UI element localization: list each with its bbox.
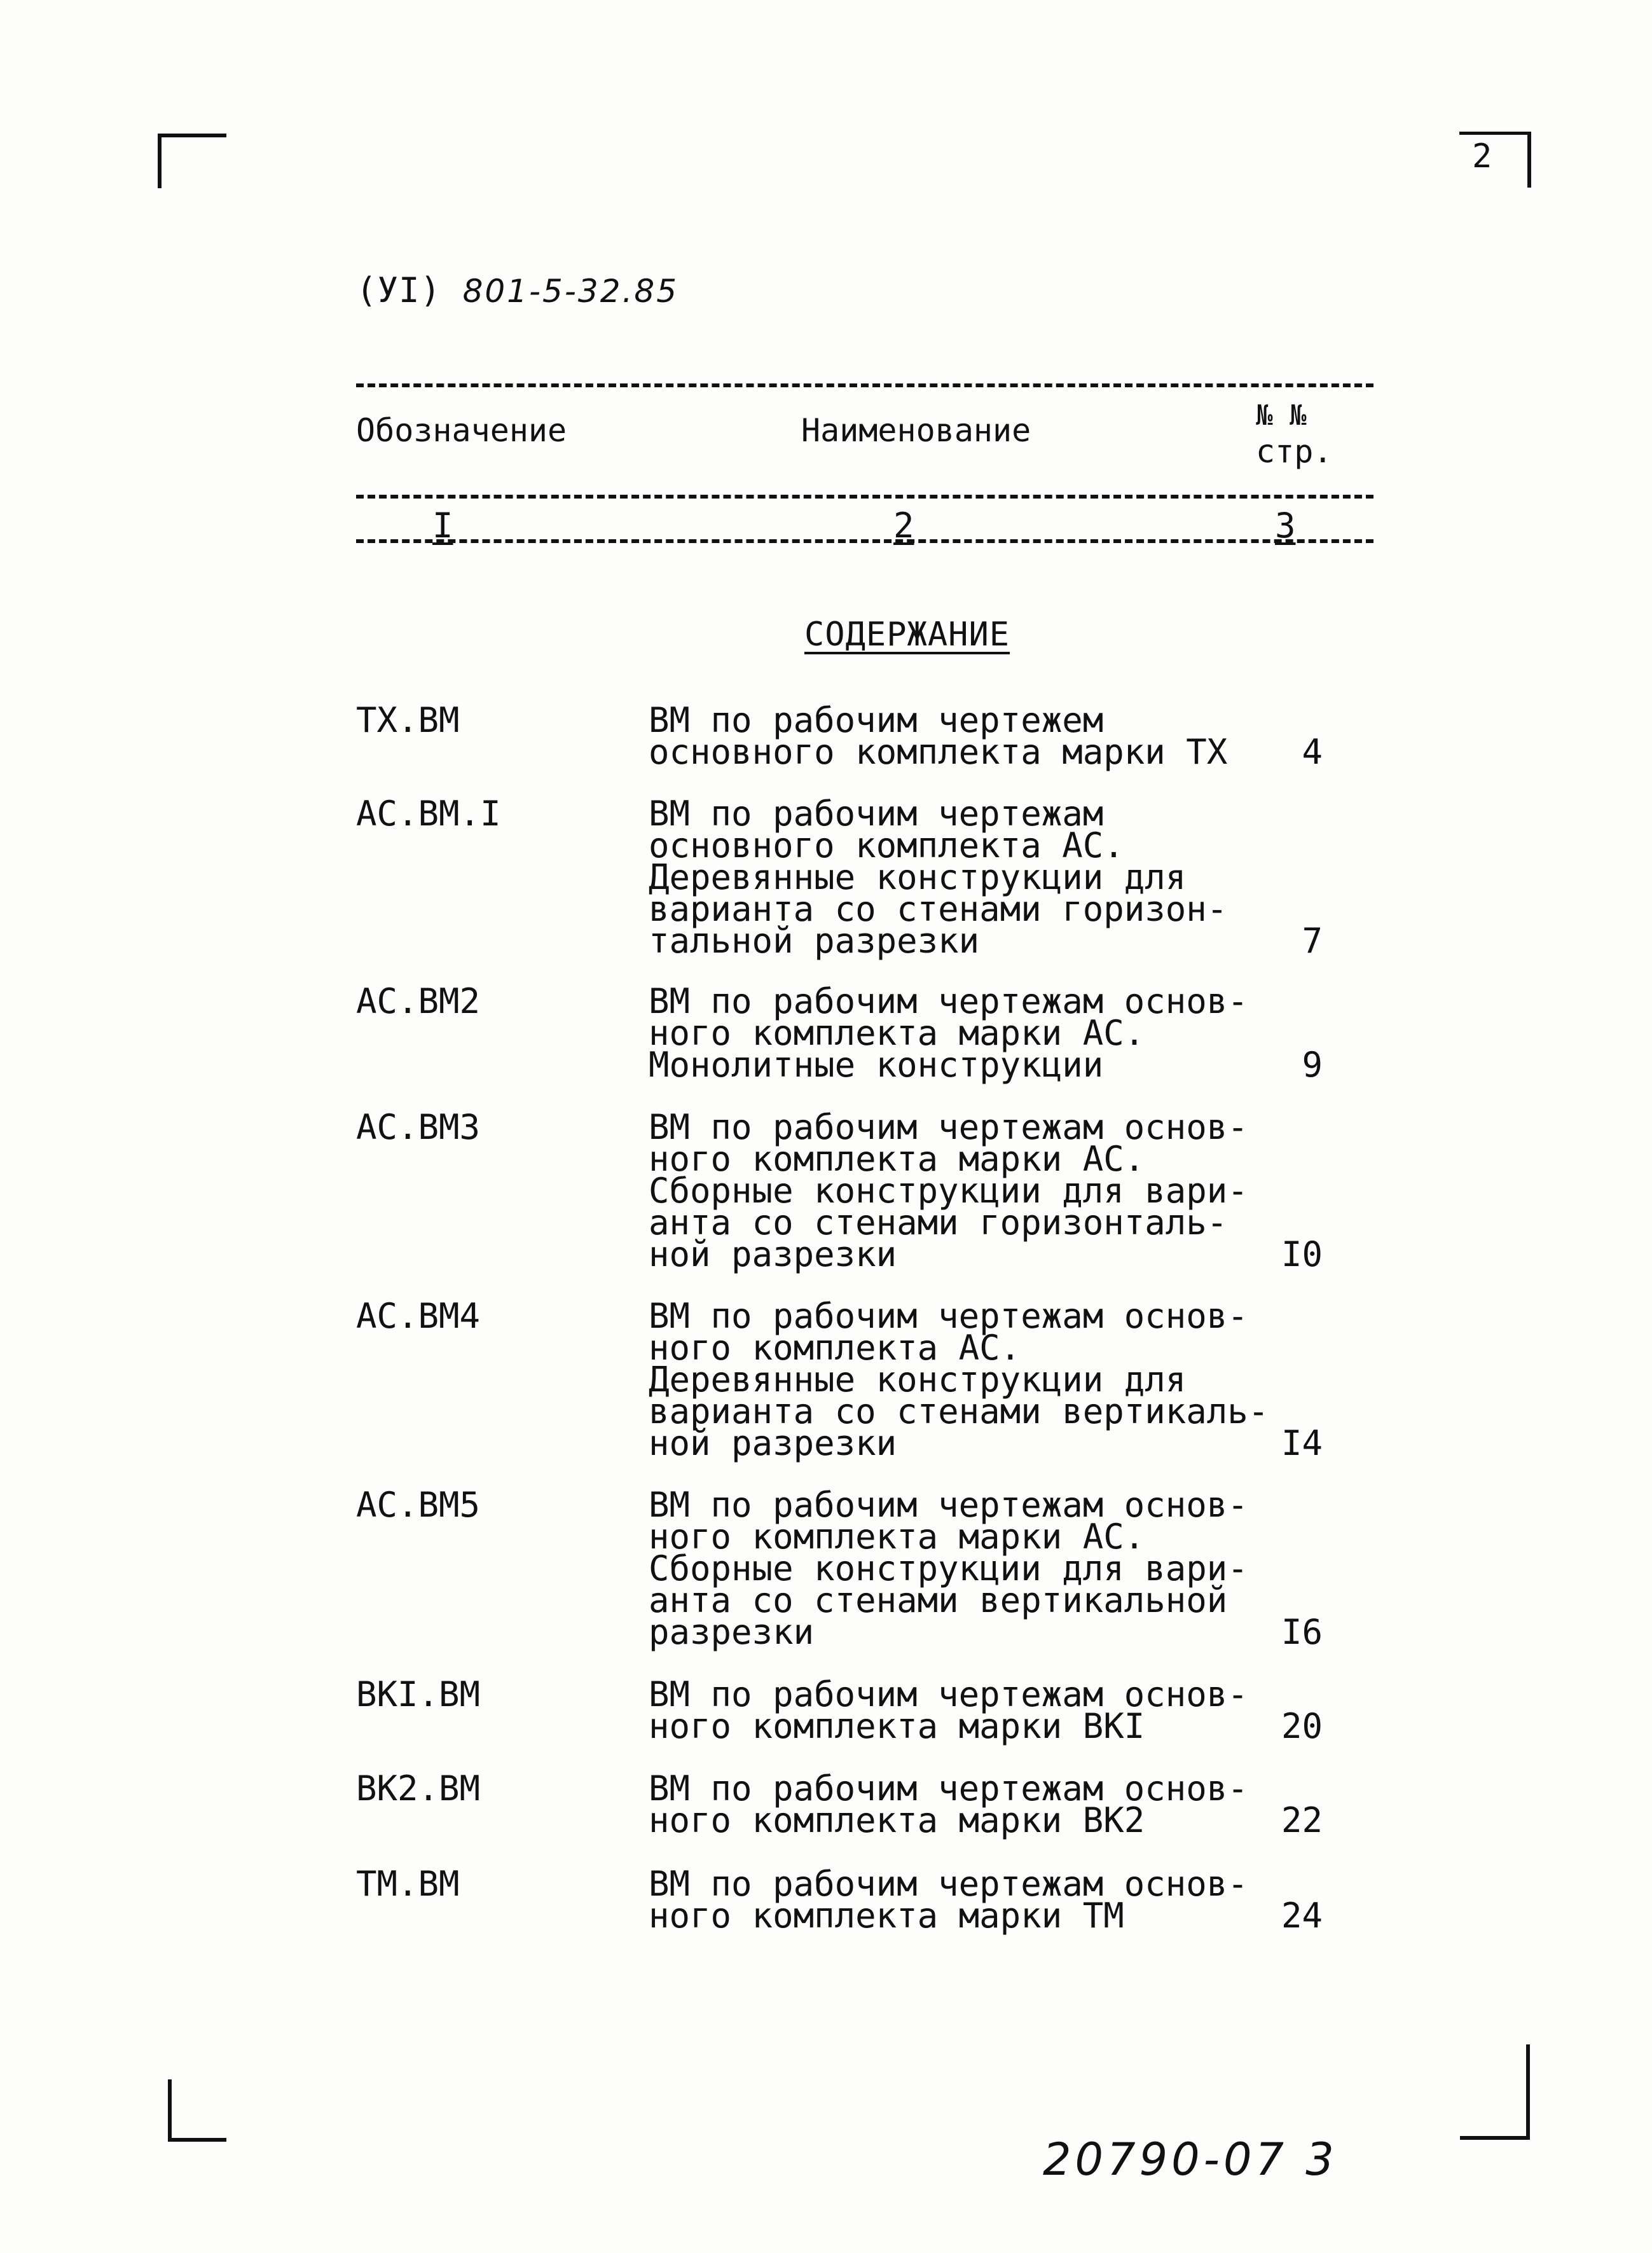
entry-code: АС.ВМ2 [356, 981, 481, 1021]
page-box-top-line [1459, 132, 1531, 135]
entry-code: ВК2.ВМ [356, 1768, 481, 1809]
header-dashed-line-middle [356, 495, 1373, 499]
entry-description: ВМ по рабочим чертежам основ- ного комплекта АС. Деревянные конструкции для варианта со стенами вертикаль- ной разрезки [649, 1296, 1269, 1463]
entry-code: АС.ВМ4 [356, 1296, 481, 1336]
entry-code: ТХ.ВМ [356, 700, 460, 740]
entry-description: ВМ по рабочим чертежам основ- ного комплекта марки ВКI [649, 1674, 1248, 1746]
corner-mark-bottom-right-vertical [1526, 2044, 1530, 2140]
column-number-3: 3 [1275, 506, 1296, 546]
entry-description: ВМ по рабочим чертежем основного комплекта марки ТХ [649, 700, 1228, 772]
footer-archive-number: 20790-07 3 [1043, 2133, 1338, 2186]
header-col-designation: Обозначение [356, 412, 567, 449]
entry-description: ВМ по рабочим чертежам основ- ного комплекта марки ВК2 [649, 1768, 1248, 1840]
entry-code: ТМ.ВМ [356, 1864, 460, 1904]
entry-description: ВМ по рабочим чертежам основного комплекта АС. Деревянные конструкции для варианта со стенами горизон- тальной разрезки [649, 794, 1228, 961]
entry-page: 7 [1302, 921, 1323, 961]
entry-description: ВМ по рабочим чертежам основ- ного комплекта марки АС. Монолитные конструкции [649, 981, 1248, 1085]
entry-code: ВКI.ВМ [356, 1674, 481, 1714]
corner-mark-bottom-left [168, 2138, 226, 2142]
entry-code: АС.ВМ.I [356, 794, 501, 834]
entry-page: 24 [1281, 1896, 1323, 1936]
entry-page: 20 [1281, 1706, 1323, 1746]
column-number-2: 2 [893, 506, 914, 546]
entry-code: АС.ВМ3 [356, 1107, 481, 1147]
entry-page: 22 [1281, 1800, 1323, 1840]
document-code [356, 270, 678, 310]
page-box-right-line [1527, 132, 1531, 188]
entry-description: ВМ по рабочим чертежам основ- ного комплекта марки АС. Сборные конструкции для вари- анта со стенами вертикальной разрезки [649, 1485, 1248, 1652]
entry-description: ВМ по рабочим чертежам основ- ного комплекта марки АС. Сборные конструкции для вари- анта со стенами горизонталь- ной разрезки [649, 1107, 1248, 1274]
document-code-handwritten: 801-5-32.85 [462, 273, 679, 310]
header-col-page-no: № № [1256, 399, 1307, 432]
entry-page: I4 [1281, 1423, 1323, 1463]
entry-page: 9 [1302, 1045, 1323, 1085]
header-dashed-line-top [356, 383, 1373, 387]
corner-mark-bottom-left-vertical [168, 2079, 172, 2140]
entry-page: I6 [1281, 1612, 1323, 1652]
corner-mark-bottom-right [1460, 2136, 1530, 2140]
document-code-prefix: (УI) [356, 270, 442, 310]
corner-mark-top-left [158, 134, 226, 137]
column-number-1: I [432, 506, 453, 546]
header-col-name: Наименование [801, 412, 1031, 449]
corner-mark-top-left-vertical [158, 134, 162, 188]
page-number: 2 [1472, 137, 1492, 176]
entry-description: ВМ по рабочим чертежам основ- ного комплекта марки ТМ [649, 1864, 1248, 1936]
contents-title: СОДЕРЖАНИЕ [804, 616, 1010, 654]
entry-code: АС.ВМ5 [356, 1485, 481, 1525]
header-dashed-line-bottom [356, 539, 1373, 543]
header-col-page-label: стр. [1256, 433, 1333, 470]
entry-page: I0 [1281, 1234, 1323, 1274]
entry-page: 4 [1302, 732, 1323, 772]
